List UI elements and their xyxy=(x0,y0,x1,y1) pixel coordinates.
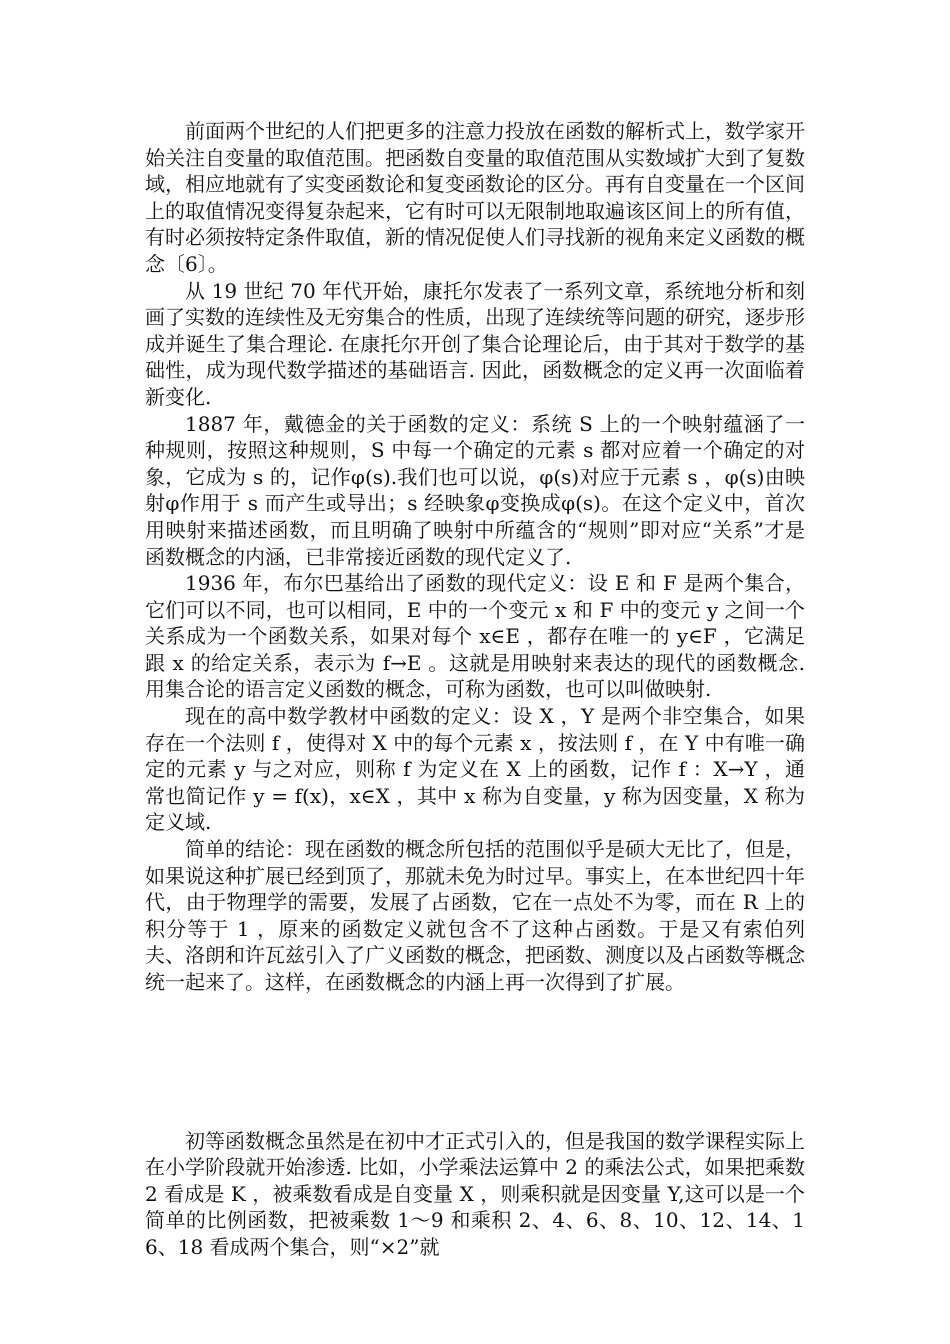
paragraph-high-school-definition: 现在的高中数学教材中函数的定义：设 X ，Y 是两个非空集合，如果存在一个法则 f ，使得对 X 中的每个元素 x ，按法则 f ，在 Y 中有唯一确定的元素 y 与之对应，则称 f 为定义在 X 上的函数，记作 f ：X→Y ，通常也简记作 y = f(x)，x∈X ，其中 x 称为自变量，y 称为因变量，X 称为定义域. xyxy=(145,704,805,835)
paragraph-cantor-set-theory: 从 19 世纪 70 年代开始，康托尔发表了一系列文章，系统地分析和刻画了实数的连续性及无穷集合的性质，出现了连续统等问题的研究，逐步形成并诞生了集合理论. 在康托尔开创了集合论理论后，由于其对于数学的基础性，成为现代数学描述的基础语言. 因此，函数概念的定义再一次面临着新变化. xyxy=(145,278,805,409)
paragraph-analytic-expression: 前面两个世纪的人们把更多的注意力投放在函数的解析式上，数学家开始关注自变量的取值范围。把函数自变量的取值范围从实数域扩大到了复数域，相应地就有了实变函数论和复变函数论的区分。再有自变量在一个区间上的取值情况变得复杂起来，它有时可以无限制地取遍该区间上的所有值，有时必须按特定条件取值，新的情况促使人们寻找新的视角来定义函数的概念〔6〕。 xyxy=(145,119,805,276)
paragraph-elementary-functions: 初等函数概念虽然是在初中才正式引入的，但是我国的数学课程实际上在小学阶段就开始渗透. 比如，小学乘法运算中 2 的乘法公式，如果把乘数 2 看成是 K ，被乘数看成是自变量 X ，则乘积就是因变量 Y,这可以是一个简单的比例函数，把被乘数 1～9 和乘积 2、4、6、8、10、12、14、16、18 看成两个集合，则“×2”就 xyxy=(145,1128,805,1259)
paragraph-simple-conclusion: 简单的结论：现在函数的概念所包括的范围似乎是硕大无比了，但是，如果说这种扩展已经到顶了，那就未免为时过早。事实上，在本世纪四十年代，由于物理学的需要，发展了占函数，它在一点处不为零，而在 R 上的积分等于 1 ，原来的函数定义就包含不了这种占函数。于是又有索伯列夫、洛朗和许瓦兹引入了广义函数的概念，把函数、测度以及占函数等概念统一起来了。这样，在函数概念的内涵上再一次得到了扩展。 xyxy=(145,837,805,994)
section-gap xyxy=(145,996,805,1128)
paragraph-dedekind-definition: 1887 年，戴德金的关于函数的定义：系统 S 上的一个映射蕴涵了一种规则，按照这种规则，S 中每一个确定的元素 s 都对应着一个确定的对象，它成为 s 的，记作φ(s).我们也可以说，φ(s)对应于元素 s ，φ(s)由映射φ作用于 s 而产生或导出；s 经映象φ变换成φ(s)。在这个定义中，首次用映射来描述函数，而且明确了映射中所蕴含的“规则”即对应“关系”才是函数概念的内涵，已非常接近函数的现代定义了. xyxy=(145,411,805,569)
paragraph-bourbaki-definition: 1936 年，布尔巴基给出了函数的现代定义：设 E 和 F 是两个集合，它们可以不同，也可以相同，E 中的一个变元 x 和 F 中的变元 y 之间一个关系成为一个函数关系，如果对每个 x∈E ，都存在唯一的 y∈F ，它满足跟 x 的给定关系，表示为 f→E 。这就是用映射来表达的现代的函数概念.用集合论的语言定义函数的概念，可称为函数，也可以叫做映射. xyxy=(145,571,805,702)
document-page xyxy=(145,118,805,1261)
